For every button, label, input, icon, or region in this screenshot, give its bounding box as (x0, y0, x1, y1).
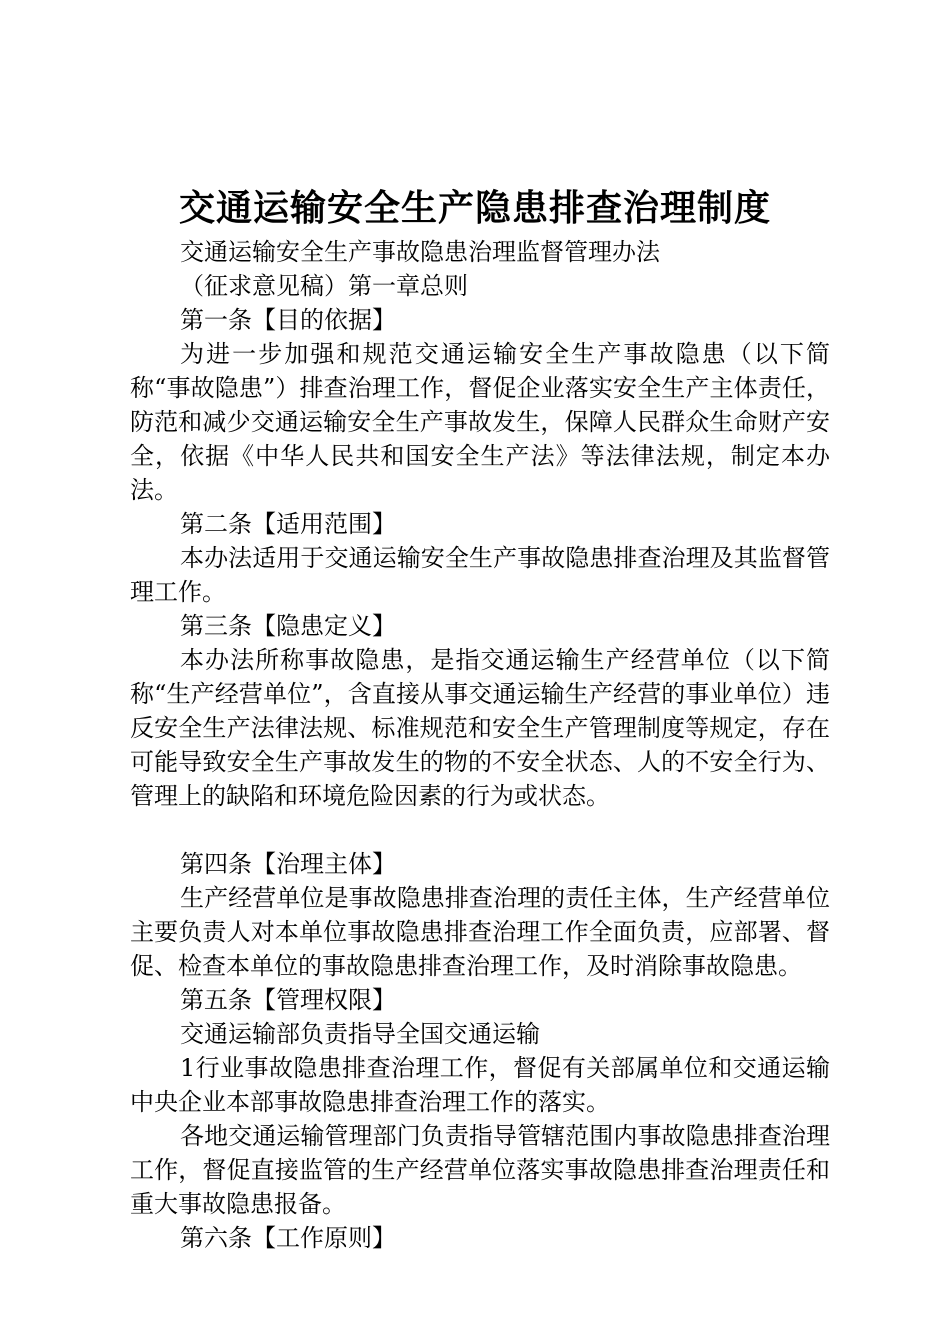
article-heading: 第三条【隐患定义】 (180, 612, 396, 640)
article-paragraph: 1行业事故隐患排查治理工作，督促有关部属单位和交通运输中央企业本部事故隐患排查治理工作的落实。 (130, 1054, 830, 1116)
article-paragraph: 为进一步加强和规范交通运输安全生产事故隐患（以下简称“事故隐患”）排查治理工作，督促企业落实安全生产主体责任，防范和减少交通运输安全生产事故发生，保障人民群众生命财产安全，依据《中华人民共和国安全生产法》等法律法规，制定本办法。 (130, 340, 830, 504)
article-heading: 第六条【工作原则】 (180, 1224, 396, 1252)
article-paragraph: 本办法所称事故隐患，是指交通运输生产经营单位（以下简称“生产经营单位”，含直接从事交通运输生产经营的事业单位）违反安全生产法律法规、标准规范和安全生产管理制度等规定，存在可能导致安全生产事故发生的物的不安全状态、人的不安全行为、管理上的缺陷和环境危险因素的行为或状态。 (130, 646, 830, 810)
article-heading: 第四条【治理主体】 (180, 850, 396, 878)
article-paragraph: 生产经营单位是事故隐患排查治理的责任主体，生产经营单位主要负责人对本单位事故隐患排查治理工作全面负责，应部署、督促、检查本单位的事故隐患排查治理工作，及时消除事故隐患。 (130, 884, 830, 980)
blank-line (130, 813, 830, 847)
article-heading: 第五条【管理权限】 (180, 986, 396, 1014)
article-paragraph: 交通运输部负责指导全国交通运输 (180, 1020, 540, 1048)
document-title: 交通运输安全生产隐患排查治理制度 (178, 187, 771, 229)
subtitle-line: 交通运输安全生产事故隐患治理监督管理办法 (180, 238, 660, 266)
document-body (130, 235, 830, 1255)
article-heading: 第二条【适用范围】 (180, 510, 396, 538)
draft-chapter-line: （征求意见稿）第一章总则 (180, 272, 468, 300)
article-paragraph: 各地交通运输管理部门负责指导管辖范围内事故隐患排查治理工作，督促直接监管的生产经营单位落实事故隐患排查治理责任和重大事故隐患报备。 (130, 1122, 830, 1218)
article-paragraph: 本办法适用于交通运输安全生产事故隐患排查治理及其监督管理工作。 (130, 544, 830, 606)
article-heading: 第一条【目的依据】 (180, 306, 396, 334)
